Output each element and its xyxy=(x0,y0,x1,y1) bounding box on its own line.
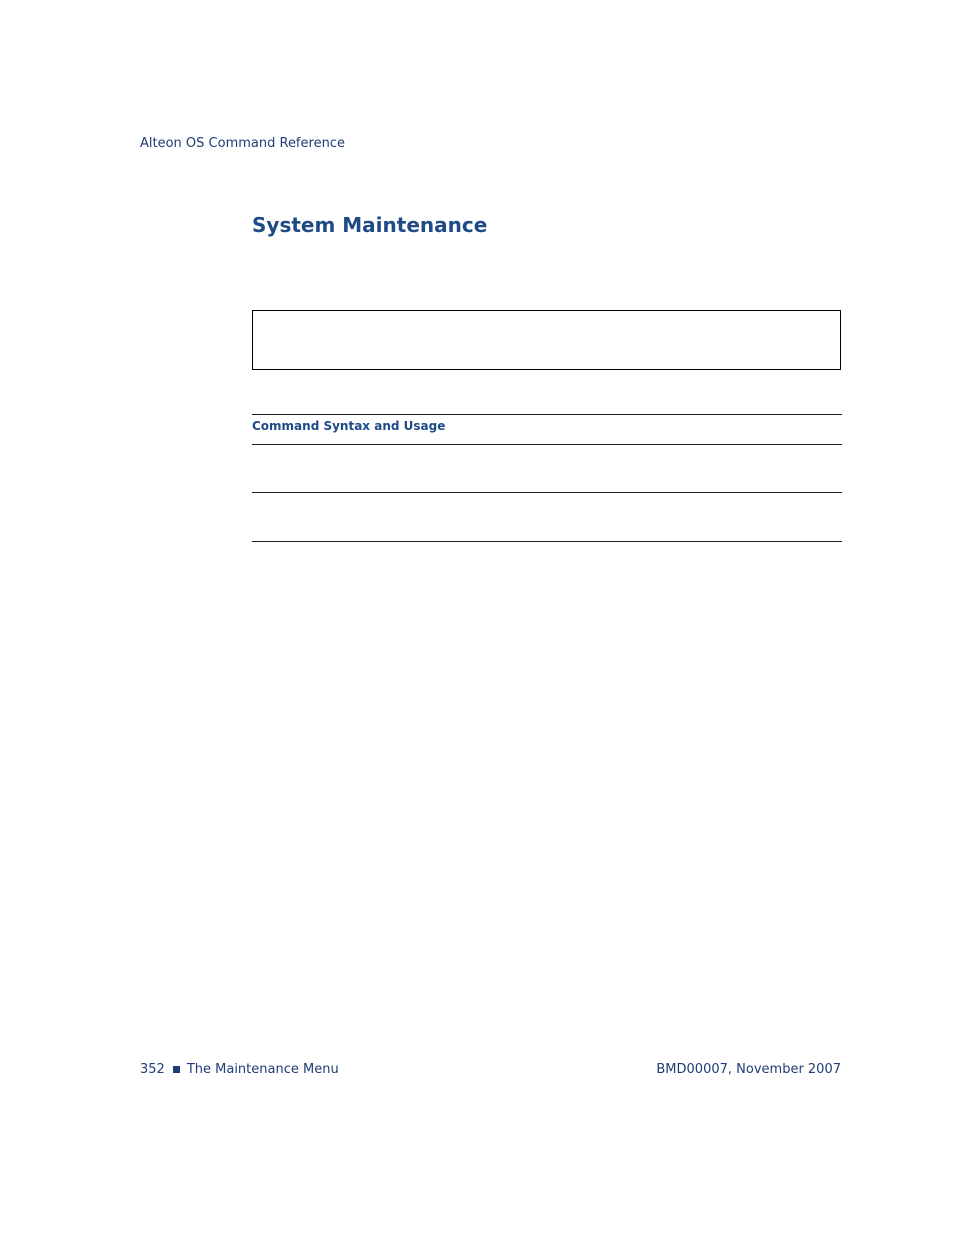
table-header-rule xyxy=(252,444,842,445)
running-header: Alteon OS Command Reference xyxy=(140,136,345,151)
square-bullet-icon xyxy=(173,1066,180,1073)
table-bottom-rule xyxy=(252,541,842,542)
table-top-rule xyxy=(252,414,842,415)
section-title: System Maintenance xyxy=(252,213,488,237)
footer-left xyxy=(140,1062,339,1077)
footer-doc-id: BMD00007, November 2007 xyxy=(656,1062,841,1077)
command-box xyxy=(252,310,841,370)
page-number: 352 xyxy=(140,1062,165,1077)
table-row-rule xyxy=(252,492,842,493)
chapter-title: The Maintenance Menu xyxy=(186,1062,339,1077)
table-heading: Command Syntax and Usage xyxy=(252,419,446,433)
